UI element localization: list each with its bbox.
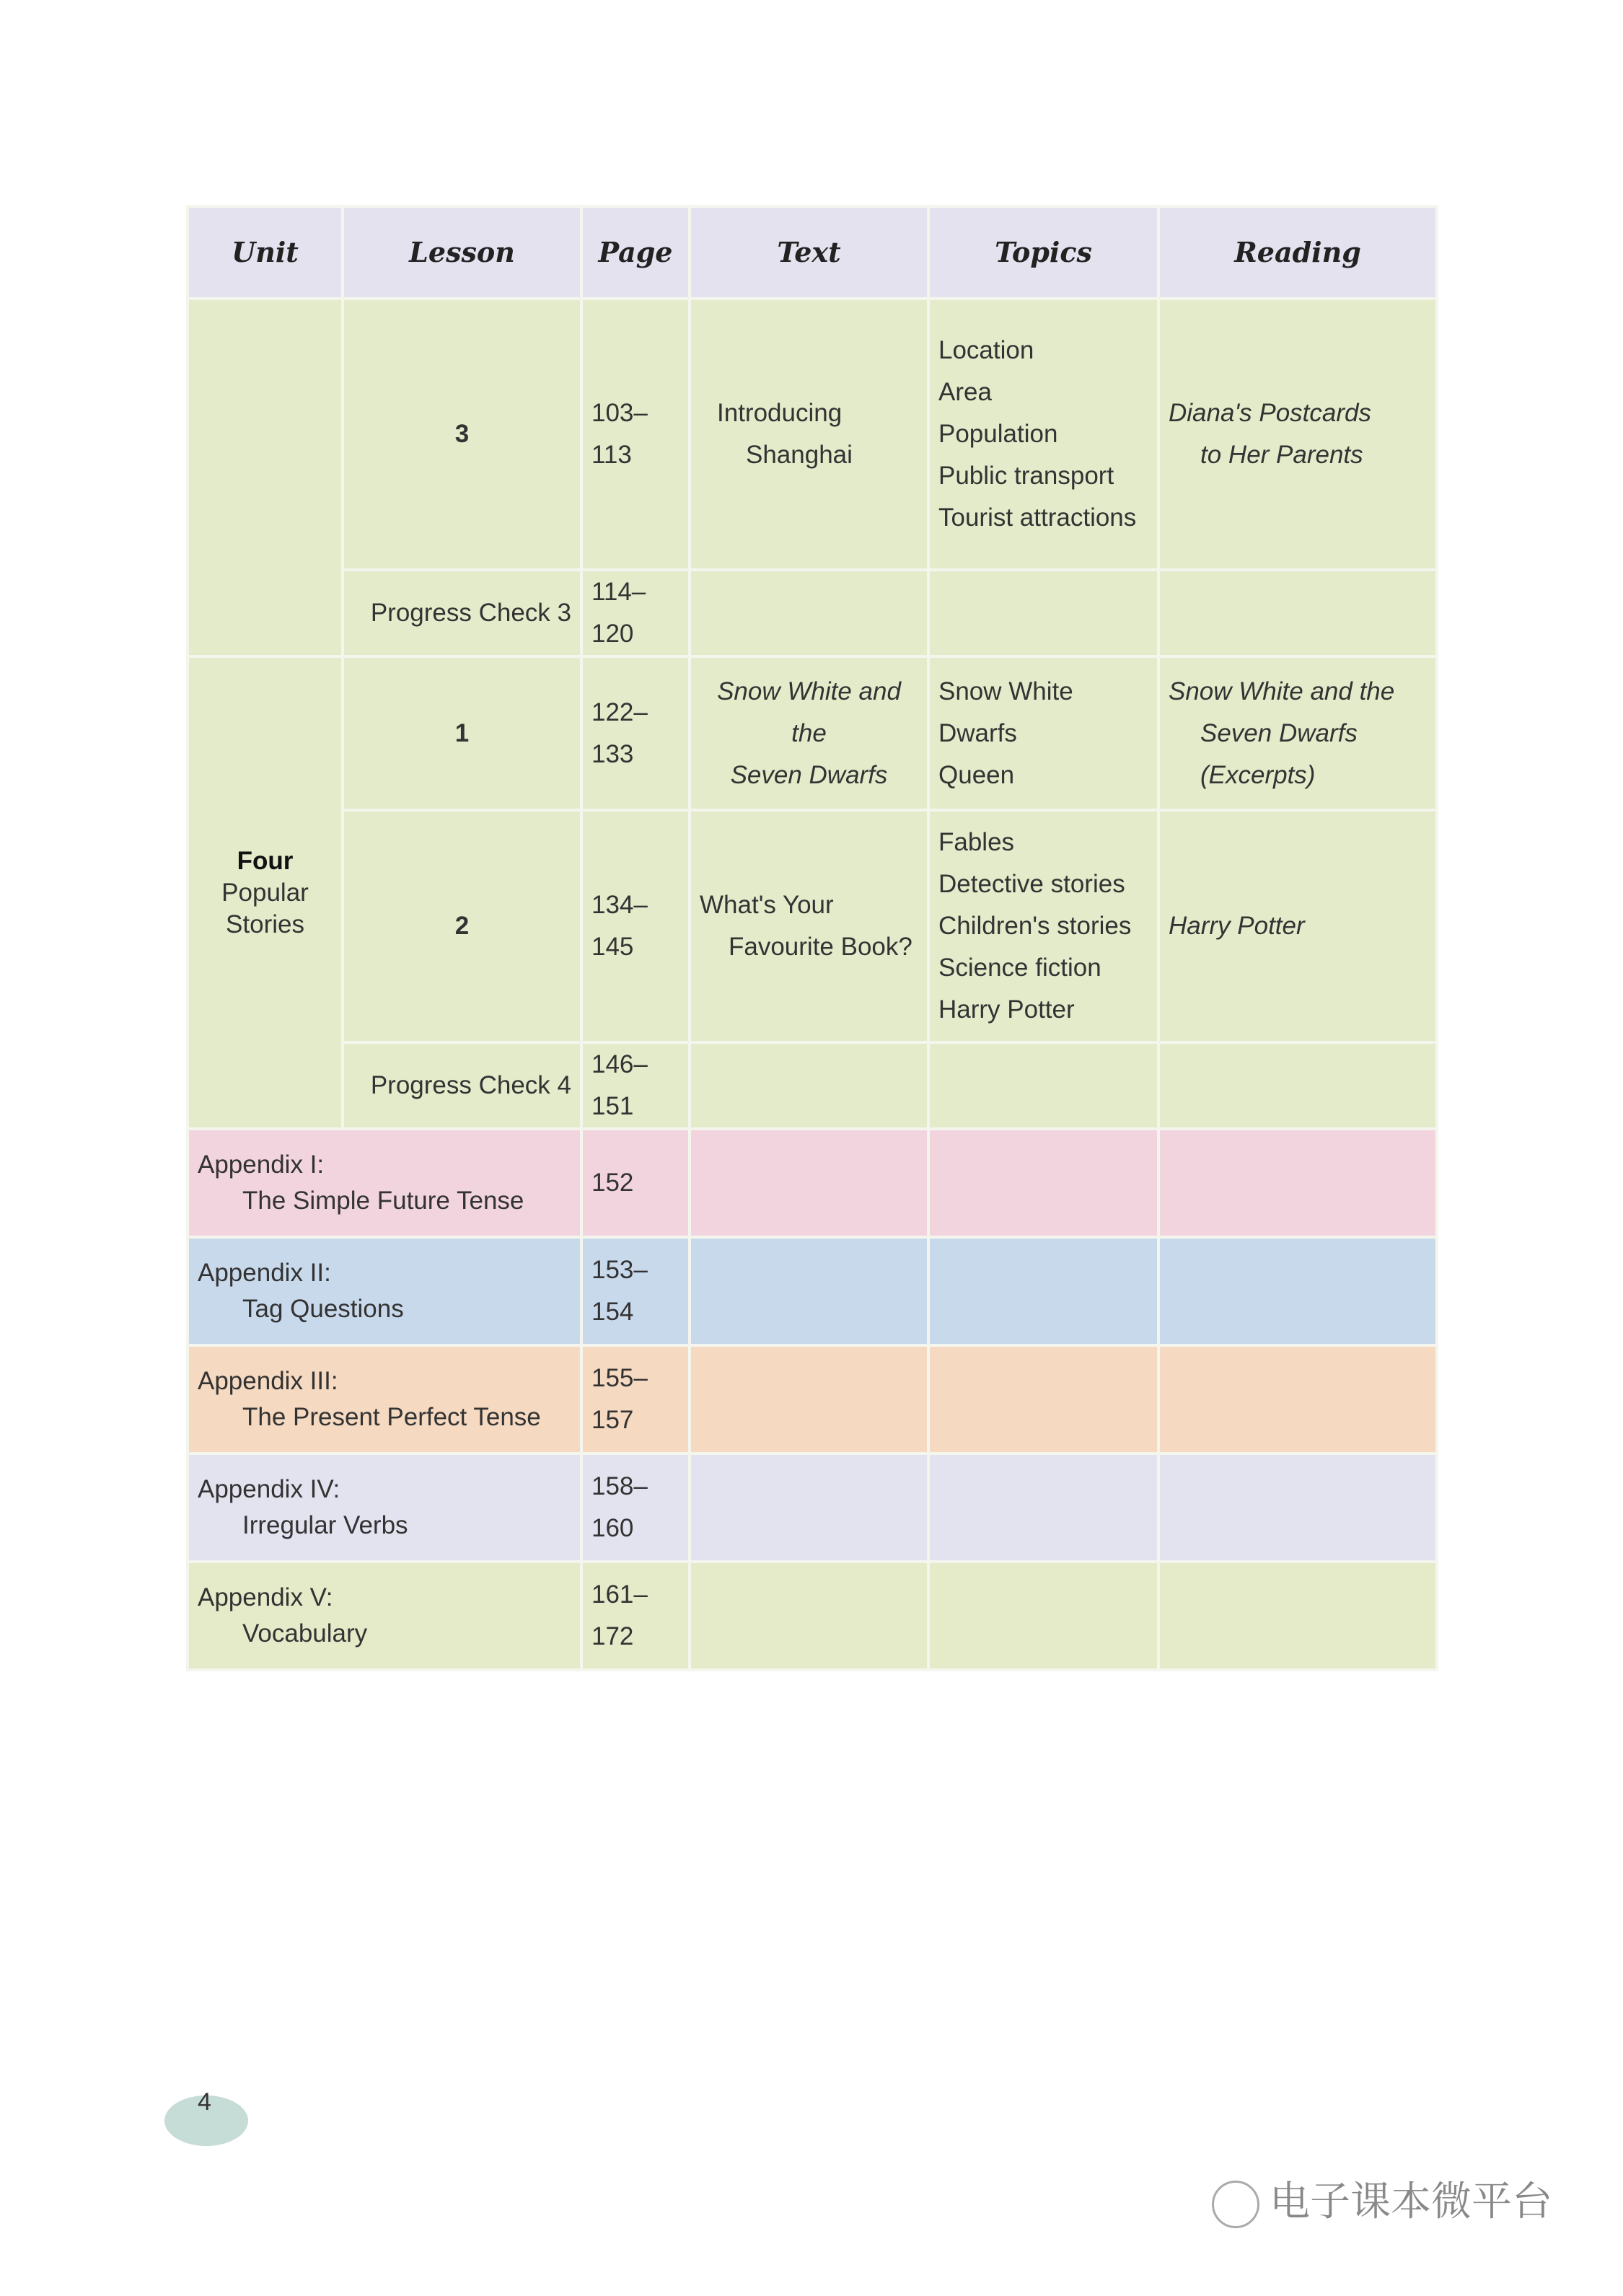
reading-cell bbox=[1158, 299, 1437, 570]
lesson-cell: 2 bbox=[343, 810, 581, 1042]
topic: Detective stories bbox=[938, 870, 1125, 898]
text-line: Snow White and the bbox=[717, 677, 901, 747]
empty-cell bbox=[1158, 1042, 1437, 1129]
topic: Area bbox=[938, 378, 992, 406]
topic: Public transport bbox=[938, 462, 1114, 490]
empty-cell bbox=[690, 1562, 928, 1670]
lesson-cell: 3 bbox=[343, 299, 581, 570]
empty-cell bbox=[928, 1042, 1158, 1129]
appendix-title: Appendix I: bbox=[198, 1151, 325, 1179]
empty-cell bbox=[1158, 1453, 1437, 1562]
topic: Dwarfs bbox=[938, 718, 1017, 747]
page-number: 4 bbox=[198, 2088, 211, 2116]
watermark-text: 电子课本微平台 bbox=[1270, 2178, 1552, 2225]
appendix-row bbox=[188, 1345, 1437, 1453]
lesson-cell: 1 bbox=[343, 656, 581, 810]
reading-line: to Her Parents bbox=[1200, 441, 1363, 469]
topic: Tourist attractions bbox=[938, 503, 1137, 532]
reading-cell bbox=[1158, 656, 1437, 810]
unit-number: Four bbox=[237, 846, 294, 875]
table-row bbox=[188, 570, 1437, 656]
table-row bbox=[188, 1042, 1437, 1129]
appendix-title: Appendix V: bbox=[198, 1583, 333, 1611]
page-cell: 134–145 bbox=[581, 810, 690, 1042]
text-line: Seven Dwarfs bbox=[730, 760, 888, 789]
text-line: Favourite Book? bbox=[729, 933, 912, 961]
empty-cell bbox=[1158, 570, 1437, 656]
page-number-badge bbox=[164, 2088, 248, 2146]
table-row bbox=[188, 299, 1437, 570]
topic: Children's stories bbox=[938, 912, 1132, 940]
unit-title: Stories bbox=[226, 910, 304, 938]
lesson-cell: Progress Check 4 bbox=[343, 1042, 581, 1129]
reading-cell bbox=[1158, 810, 1437, 1042]
appendix-row bbox=[188, 1453, 1437, 1562]
empty-cell bbox=[928, 1562, 1158, 1670]
empty-cell bbox=[928, 1453, 1158, 1562]
topic: Population bbox=[938, 420, 1058, 448]
reading-line: Snow White and the bbox=[1169, 677, 1395, 705]
text-line: What's Your bbox=[700, 891, 834, 919]
header-text: Text bbox=[690, 206, 928, 299]
appendix-label bbox=[188, 1237, 581, 1345]
header-unit: Unit bbox=[188, 206, 343, 299]
empty-cell bbox=[690, 570, 928, 656]
page-cell: 161–172 bbox=[581, 1562, 690, 1670]
empty-cell bbox=[1158, 1562, 1437, 1670]
unit-title: Popular bbox=[221, 878, 309, 907]
page-cell: 152 bbox=[581, 1129, 690, 1237]
appendix-title: Appendix II: bbox=[198, 1259, 331, 1287]
topic: Fables bbox=[938, 828, 1015, 856]
topics-cell bbox=[928, 656, 1158, 810]
empty-cell bbox=[1158, 1345, 1437, 1453]
page-cell: 122–133 bbox=[581, 656, 690, 810]
topic: Harry Potter bbox=[938, 995, 1075, 1024]
appendix-label bbox=[188, 1129, 581, 1237]
appendix-subtitle: Irregular Verbs bbox=[242, 1511, 408, 1539]
appendix-label bbox=[188, 1562, 581, 1670]
text-cell bbox=[690, 656, 928, 810]
text-line: Introducing bbox=[717, 399, 843, 427]
empty-cell bbox=[690, 1129, 928, 1237]
reading-line: (Excerpts) bbox=[1200, 760, 1316, 789]
topics-cell bbox=[928, 810, 1158, 1042]
table-row bbox=[188, 656, 1437, 810]
reading-line: Seven Dwarfs bbox=[1200, 718, 1358, 747]
empty-cell bbox=[928, 1345, 1158, 1453]
unit-three-cell bbox=[188, 299, 343, 656]
lesson-cell: Progress Check 3 bbox=[343, 570, 581, 656]
text-line: Shanghai bbox=[746, 441, 853, 469]
page-cell: 153–154 bbox=[581, 1237, 690, 1345]
empty-cell bbox=[928, 1129, 1158, 1237]
appendix-subtitle: The Simple Future Tense bbox=[242, 1187, 524, 1215]
header-reading: Reading bbox=[1158, 206, 1437, 299]
appendix-subtitle: Tag Questions bbox=[242, 1295, 404, 1323]
appendix-row bbox=[188, 1237, 1437, 1345]
topic: Queen bbox=[938, 760, 1015, 789]
page-cell: 158–160 bbox=[581, 1453, 690, 1562]
appendix-subtitle: The Present Perfect Tense bbox=[242, 1403, 541, 1431]
appendix-subtitle: Vocabulary bbox=[242, 1619, 368, 1648]
empty-cell bbox=[690, 1453, 928, 1562]
reading-line: Harry Potter bbox=[1169, 912, 1305, 940]
unit-four-cell bbox=[188, 656, 343, 1129]
topic: Snow White bbox=[938, 677, 1073, 705]
text-cell bbox=[690, 299, 928, 570]
text-cell bbox=[690, 810, 928, 1042]
appendix-row bbox=[188, 1562, 1437, 1670]
empty-cell bbox=[928, 570, 1158, 656]
header-lesson: Lesson bbox=[343, 206, 581, 299]
page-cell: 155–157 bbox=[581, 1345, 690, 1453]
reading-line: Diana's Postcards bbox=[1169, 399, 1371, 427]
wechat-icon bbox=[1212, 2181, 1259, 2228]
watermark bbox=[1212, 2170, 1552, 2228]
empty-cell bbox=[1158, 1237, 1437, 1345]
header-page: Page bbox=[581, 206, 690, 299]
appendix-label bbox=[188, 1345, 581, 1453]
topics-cell bbox=[928, 299, 1158, 570]
header-row bbox=[188, 206, 1437, 299]
empty-cell bbox=[1158, 1129, 1437, 1237]
page-cell: 114–120 bbox=[581, 570, 690, 656]
empty-cell bbox=[690, 1042, 928, 1129]
empty-cell bbox=[690, 1345, 928, 1453]
empty-cell bbox=[928, 1237, 1158, 1345]
header-topics: Topics bbox=[928, 206, 1158, 299]
table-row bbox=[188, 810, 1437, 1042]
appendix-title: Appendix IV: bbox=[198, 1475, 340, 1503]
appendix-title: Appendix III: bbox=[198, 1367, 338, 1395]
appendix-row bbox=[188, 1129, 1437, 1237]
topic: Science fiction bbox=[938, 954, 1101, 982]
contents-table bbox=[186, 205, 1438, 1671]
topic: Location bbox=[938, 336, 1034, 364]
appendix-label bbox=[188, 1453, 581, 1562]
page-cell: 103–113 bbox=[581, 299, 690, 570]
page-cell: 146–151 bbox=[581, 1042, 690, 1129]
empty-cell bbox=[690, 1237, 928, 1345]
